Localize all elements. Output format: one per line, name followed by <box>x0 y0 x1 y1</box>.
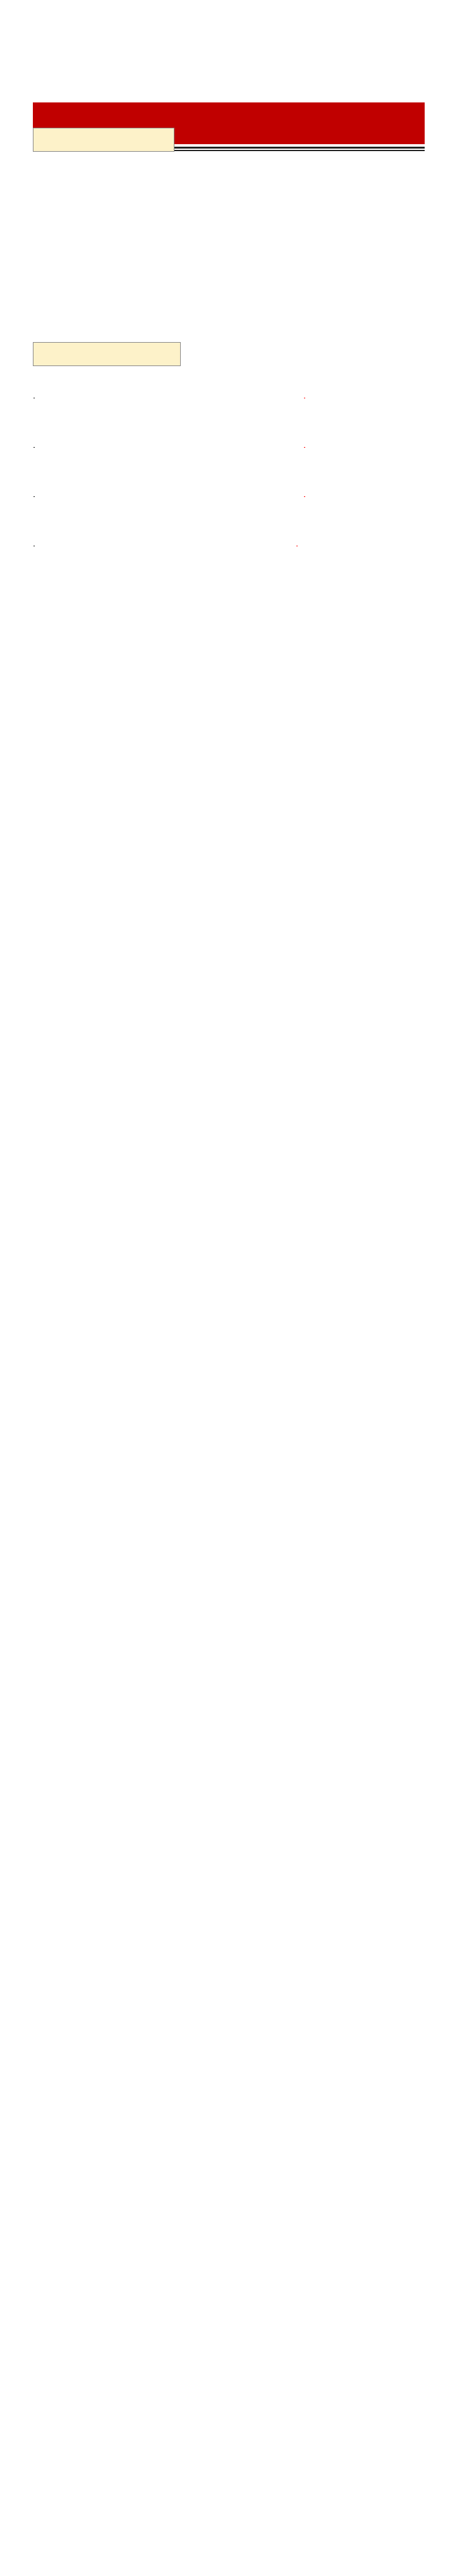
section-heading-1 <box>33 128 174 152</box>
problem-2-3 <box>33 486 35 507</box>
problem-2-1 <box>33 387 35 408</box>
section-heading-2 <box>33 342 181 366</box>
problem-2-4 <box>33 535 35 556</box>
problem-2-2 <box>33 436 35 458</box>
answer-2-3 <box>303 486 306 507</box>
answer-2-4 <box>296 535 298 556</box>
answer-2-1 <box>303 387 306 408</box>
answer-2-2 <box>303 436 306 458</box>
